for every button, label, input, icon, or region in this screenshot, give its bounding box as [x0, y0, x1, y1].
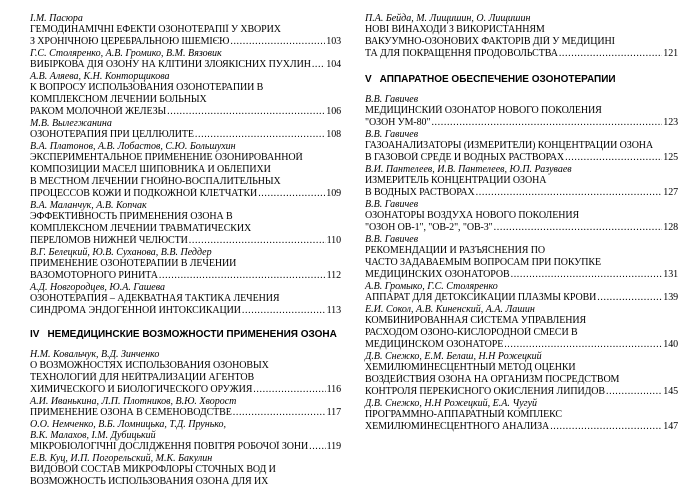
entry-authors: В.В. Гавичев: [365, 129, 419, 140]
dot-leader: [189, 235, 326, 247]
entry-page-number: 121: [663, 48, 678, 59]
entry-authors: В.И. Пантелеев, И.В. Пантелеев, Ю.П. Разуваев: [365, 164, 572, 175]
entry-title-text: МЕДИЦИНСКИХ ОЗОНАТОРОВ: [365, 269, 510, 280]
left-entries-before: [30, 13, 341, 317]
entry-authors: Н.М. Ковальчук, В.Д. Зинченко: [30, 349, 160, 360]
entry-title-line: ОЗОНОТЕРАПИЯ – АДЕКВАТНАЯ ТАКТИКА ЛЕЧЕНИЯ: [30, 293, 280, 304]
entry-page-number: 106: [326, 106, 341, 117]
entry-title: [30, 211, 341, 247]
section-heading-iv: [30, 329, 341, 341]
entry-authors: Е.В. Куц, И.П. Погорельский, М.К. Бакулин: [30, 453, 213, 464]
entry-title-line: КОМПЛЕКСНОМ ЛЕЧЕНИИ БОЛЬНЫХ: [30, 94, 207, 105]
entry-page-number: 116: [326, 384, 341, 395]
entry-title-line: [30, 305, 341, 317]
toc-entry: [30, 396, 341, 419]
toc-entry: [30, 453, 341, 488]
entry-title: [30, 360, 341, 396]
entry-authors: А.В. Аляева, К.Н. Конторщикова: [30, 71, 170, 82]
dot-leader: [511, 269, 663, 281]
entry-page-number: 123: [663, 117, 678, 128]
entry-title-text: "ОЗОН ОВ-1", "ОВ-2", "ОВ-3": [365, 222, 493, 233]
dot-leader: [606, 386, 662, 398]
toc-entry: [30, 247, 341, 282]
entry-page-number: 110: [326, 235, 341, 246]
toc-entry: [30, 349, 341, 396]
entry-authors: В.В. Гавичев: [365, 199, 419, 210]
entry-title: [30, 293, 341, 317]
right-entries-before: [365, 13, 678, 60]
entry-title-line: О ВОЗМОЖНОСТЯХ ИСПОЛЬЗОВАНИЯ ОЗОНОВЫХ: [30, 360, 269, 371]
entry-title-text: ПРИМЕНЕНИЕ ОЗОНА В СЕМЕНОВОДСТВЕ: [30, 407, 232, 418]
entry-title-line: [365, 152, 678, 164]
dot-leader: [550, 421, 662, 433]
entry-page-number: 104: [326, 59, 341, 70]
dot-leader: [565, 152, 662, 164]
entry-page-number: 125: [663, 152, 678, 163]
entry-title: [365, 292, 678, 304]
entry-page-number: 127: [663, 187, 678, 198]
entry-title-line: ВОЗДЕЙСТВИЯ ОЗОНА НА ОРГАНИЗМ ПОСРЕДСТВОМ: [365, 374, 620, 385]
dot-leader: [494, 222, 663, 234]
toc-entry: [30, 48, 341, 71]
toc-entry: [365, 164, 678, 199]
entry-title-line: [30, 235, 341, 247]
entry-title: [30, 59, 341, 71]
entry-title-line: [30, 384, 341, 396]
entry-page-number: 145: [663, 386, 678, 397]
entry-authors: Е.И. Сокол, А.В. Киненский, А.А. Лашин: [365, 304, 535, 315]
right-column: [365, 13, 678, 433]
entry-title-line: [30, 106, 341, 118]
entry-authors: В.В. Гавичев: [365, 94, 419, 105]
entry-title-line: [30, 441, 341, 453]
entry-authors: В.А. Платонов, А.В. Лобастов, С.Ю. Большухин: [30, 141, 236, 152]
dot-leader: [253, 384, 325, 396]
dot-leader: [242, 305, 326, 317]
dot-leader: [504, 339, 662, 351]
dot-leader: [230, 36, 325, 48]
dot-leader: [309, 441, 326, 453]
entry-authors: П.А. Бейда, М. Лищишин, О. Лищишин: [365, 13, 531, 24]
entry-page-number: 112: [326, 270, 341, 281]
entry-title-line: ЧАСТО ЗАДАВАЕМЫМ ВОПРОСАМ ПРИ ПОКУПКЕ: [365, 257, 601, 268]
entry-title: [30, 407, 341, 419]
entry-title-line: К ВОПРОСУ ИСПОЛЬЗОВАНИЯ ОЗОНОТЕРАПИИ В: [30, 82, 264, 93]
dot-leader: [159, 270, 326, 282]
entry-title-line: ОЗОНАТОРЫ ВОЗДУХА НОВОГО ПОКОЛЕНИЯ: [365, 210, 580, 221]
toc-entry: [365, 281, 678, 304]
entry-page-number: 109: [326, 188, 341, 199]
entry-title-line: ХЕМИЛЮМИНЕСЦЕНТНЫЙ МЕТОД ОЦЕНКИ: [365, 362, 576, 373]
entry-authors: В.В. Гавичев: [365, 234, 419, 245]
entry-title-line: [30, 188, 341, 200]
entry-title-line: [365, 222, 678, 234]
entry-title-line: [30, 407, 341, 419]
entry-title-text: В ВОДНЫХ РАСТВОРАХ: [365, 187, 475, 198]
entry-title-text: ВАЗОМОТОРНОГО РИНИТА: [30, 270, 158, 281]
toc-entry: [365, 199, 678, 234]
entry-title-text: В ГАЗОВОЙ СРЕДЕ И ВОДНЫХ РАСТВОРАХ: [365, 152, 565, 163]
entry-authors: М.В. Вылегжанина: [30, 118, 112, 129]
entry-page-number: 140: [663, 339, 678, 350]
toc-entry: [30, 71, 341, 118]
entry-page-number: 147: [663, 421, 678, 432]
entry-title-text: З ХРОНІЧНОЮ ЦЕРЕБРАЛЬНОЮ ІШЕМІЄЮ: [30, 36, 230, 47]
entry-title-text: ВИБІРКОВА ДІЯ ОЗОНУ НА КЛІТИНИ ЗЛОЯКІСНИХ ПУХЛИН: [30, 59, 311, 70]
entry-title-text: ХИМИЧЕСКОГО И БИОЛОГИЧЕСКОГО ОРУЖИЯ: [30, 384, 253, 395]
entry-title-line: ГЕМОДИНАМІЧНІ ЕФЕКТИ ОЗОНОТЕРАПІЇ У ХВОРИХ: [30, 24, 281, 35]
entry-title-line: НОВІ ВИНАХОДИ З ВИКОРИСТАННЯМ: [365, 24, 545, 35]
entry-title-text: АППАРАТ ДЛЯ ДЕТОКСИКАЦИИ ПЛАЗМЫ КРОВИ: [365, 292, 597, 303]
toc-entry: [30, 282, 341, 317]
entry-page-number: 117: [326, 407, 341, 418]
entry-title-line: [365, 269, 678, 281]
dot-leader: [476, 187, 663, 199]
toc-entry: [30, 13, 341, 48]
entry-title-text: КОНТРОЛЯ ПЕРЕКИСНОГО ОКИСЛЕНИЯ ЛИПИДОВ: [365, 386, 605, 397]
entry-authors: А.В. Громыко, Г.С. Столяренко: [365, 281, 498, 292]
entry-authors: І.М. Пасюра: [30, 13, 83, 24]
entry-authors: А.И. Иванькина, Л.П. Плотников, В.Ю. Хворост: [30, 396, 237, 407]
entry-authors: В.А. Маланчук, А.В. Копчак: [30, 200, 147, 211]
entry-title: [30, 24, 341, 48]
entry-title-text: ПРОЦЕССОВ КОЖИ И ПОДКОЖНОЙ КЛЕТЧАТКИ: [30, 188, 258, 199]
entry-title: [365, 175, 678, 199]
entry-title-text: ПЕРЕЛОМОВ НИЖНЕЙ ЧЕЛЮСТИ: [30, 235, 188, 246]
entry-title-line: [30, 36, 341, 48]
entry-title-line: РЕКОМЕНДАЦИИ И РАЗЪЯСНЕНИЯ ПО: [365, 245, 546, 256]
entry-title-line: КОМПОЗИЦИИ МАСЕЛ ШИПОВНИКА И ОБЛЕПИХИ: [30, 164, 271, 175]
entry-title: [365, 409, 678, 433]
entry-title: [30, 441, 341, 453]
section-title: АППАРАТНОЕ ОБЕСПЕЧЕНИЕ ОЗОНОТЕРАПИИ: [379, 74, 616, 85]
entry-title-line: ЭКСПЕРИМЕНТАЛЬНОЕ ПРИМЕНЕНИЕ ОЗОНИРОВАННОЙ: [30, 152, 303, 163]
dot-leader: [559, 48, 662, 60]
dot-leader: [258, 188, 325, 200]
entry-title-line: ИЗМЕРИТЕЛЬ КОНЦЕНТРАЦИИ ОЗОНА: [365, 175, 547, 186]
toc-entry: [365, 234, 678, 281]
right-entries-after: [365, 94, 678, 433]
entry-title-text: СИНДРОМА ЭНДОГЕННОЙ ИНТОКСИКАЦИИ: [30, 305, 241, 316]
entry-title-text: МЕДИЦИНСКОМ ОЗОНАТОРЕ: [365, 339, 504, 350]
section-heading-v: [365, 74, 678, 86]
entry-authors: А.Д. Новгородцев, Ю.А. Гашева: [30, 282, 166, 293]
entry-authors: Г.С. Столяренко, А.В. Громико, В.М. Вязовик: [30, 48, 222, 59]
entry-title-text: РАКОМ МОЛОЧНОЙ ЖЕЛЕЗЫ: [30, 106, 167, 117]
entry-title-line: МЕДИЦИНСКИЙ ОЗОНАТОР НОВОГО ПОКОЛЕНИЯ: [365, 105, 602, 116]
entry-title-line: ГАЗОАНАЛИЗАТОРЫ (ИЗМЕРИТЕЛИ) КОНЦЕНТРАЦИИ ОЗОНА: [365, 140, 654, 151]
dot-leader: [597, 292, 662, 304]
toc-entry: [30, 141, 341, 200]
entry-title-text: МІКРОБІОЛОГІЧНІ ДОСЛІДЖЕННЯ ПОВІТРЯ РОБОЧОЇ ЗОНИ: [30, 441, 309, 452]
entry-title-line: [365, 339, 678, 351]
entry-title-line: ВОЗМОЖНОСТЬ ИСПОЛЬЗОВАНИЯ ОЗОНА ДЛЯ ИХ: [30, 476, 269, 487]
entry-page-number: 103: [326, 36, 341, 47]
entry-page-number: 108: [326, 129, 341, 140]
entry-page-number: 119: [326, 441, 341, 452]
entry-title-line: ВАКУУМНО-ОЗОНОВИХ ФАКТОРІВ ДІЙ У МЕДИЦИНІ: [365, 36, 615, 47]
dot-leader: [195, 129, 325, 141]
entry-title-text: ОЗОНОТЕРАПИЯ ПРИ ЦЕЛЛЮЛИТЕ: [30, 129, 194, 140]
entry-title: [365, 105, 678, 129]
section-number: V: [365, 74, 372, 85]
entry-page-number: 113: [326, 305, 341, 316]
entry-title-line: ВИДОВОЙ СОСТАВ МИКРОФЛОРЫ СТОЧНЫХ ВОД И: [30, 464, 276, 475]
entry-title-line: ЭФФЕКТИВНОСТЬ ПРИМЕНЕНИЯ ОЗОНА В: [30, 211, 233, 222]
left-entries-after: [30, 349, 341, 488]
toc-entry: [30, 200, 341, 247]
entry-title-line: КОМБИНИРОВАННАЯ СИСТЕМА УПРАВЛЕНИЯ: [365, 315, 587, 326]
entry-title-line: [365, 421, 678, 433]
entry-authors: В.Г. Белецкий, Ю.В. Суханова, В.В. Педдер: [30, 247, 212, 258]
toc-entry: [30, 118, 341, 141]
entry-authors: В.К. Малахов, І.М. Дубицький: [30, 430, 156, 441]
entry-title: [365, 140, 678, 164]
entry-title-line: В МЕСТНОМ ЛЕЧЕНИИ ГНОЙНО-ВОСПАЛИТЕЛЬНЫХ: [30, 176, 281, 187]
entry-title-line: РАСХОДОМ ОЗОНО-КИСЛОРОДНОЙ СМЕСИ В: [365, 327, 578, 338]
section-number: IV: [30, 329, 40, 340]
dot-leader: [233, 407, 326, 419]
section-title: НЕМЕДИЦИНСКИЕ ВОЗМОЖНОСТИ ПРИМЕНЕНИЯ ОЗОНА: [47, 329, 337, 340]
entry-page-number: 131: [663, 269, 678, 280]
entry-title-text: "ОЗОН УМ-80": [365, 117, 431, 128]
entry-title-text: ХЕМИЛЮМИНЕСЦЕНТНОГО АНАЛИЗА: [365, 421, 550, 432]
entry-title-line: ПРОГРАММНО-АППАРАТНЫЙ КОМПЛЕКС: [365, 409, 562, 420]
toc-entry: [365, 129, 678, 164]
entry-title-line: [365, 117, 678, 129]
dot-leader: [431, 117, 662, 129]
entry-title: [365, 210, 678, 234]
entry-title: [365, 245, 678, 281]
toc-entry: [365, 13, 678, 60]
entry-title-text: ТА ДЛЯ ПОКРАЩЕННЯ ПРОДОВОЛЬСТВА: [365, 48, 558, 59]
entry-title-line: КОМПЛЕКСНОМ ЛЕЧЕНИИ ТРАВМАТИЧЕСКИХ: [30, 223, 252, 234]
dot-leader: [312, 59, 325, 71]
left-column: [30, 13, 341, 488]
entry-title-line: [30, 59, 341, 71]
toc-entry: [30, 419, 341, 453]
entry-page-number: 128: [663, 222, 678, 233]
entry-title: [365, 362, 678, 398]
entry-title-line: ПРИМЕНЕНИЕ ОЗОНОТЕРАПИИ В ЛЕЧЕНИИ: [30, 258, 237, 269]
entry-title: [30, 129, 341, 141]
entry-title: [365, 315, 678, 351]
entry-authors: Д.В. Снежко, Н.Н Рожецкий, Е.А. Чугуй: [365, 398, 538, 409]
entry-authors: Д.В. Снежко, Е.М. Белаш, Н.Н Рожецкий: [365, 351, 542, 362]
entry-title: [365, 24, 678, 60]
entry-title-line: [365, 386, 678, 398]
entry-title: [30, 464, 341, 488]
entry-title: [30, 82, 341, 118]
entry-title-line: [30, 129, 341, 141]
entry-title-line: ТЕХНОЛОГИЙ ДЛЯ НЕЙТРАЛИЗАЦИИ АГЕНТОВ: [30, 372, 255, 383]
toc-entry: [365, 351, 678, 398]
entry-title: [30, 258, 341, 282]
dot-leader: [167, 106, 325, 118]
entry-title-line: [365, 48, 678, 60]
entry-page-number: 139: [663, 292, 678, 303]
entry-title-line: [365, 187, 678, 199]
toc-entry: [365, 304, 678, 351]
toc-entry: [365, 94, 678, 129]
entry-title: [30, 152, 341, 200]
entry-title-line: [365, 292, 678, 304]
entry-title-line: [30, 270, 341, 282]
entry-authors: О.О. Немченко, В.Б. Ломницька, Т.Д. Прунько,: [30, 419, 227, 430]
toc-entry: [365, 398, 678, 433]
